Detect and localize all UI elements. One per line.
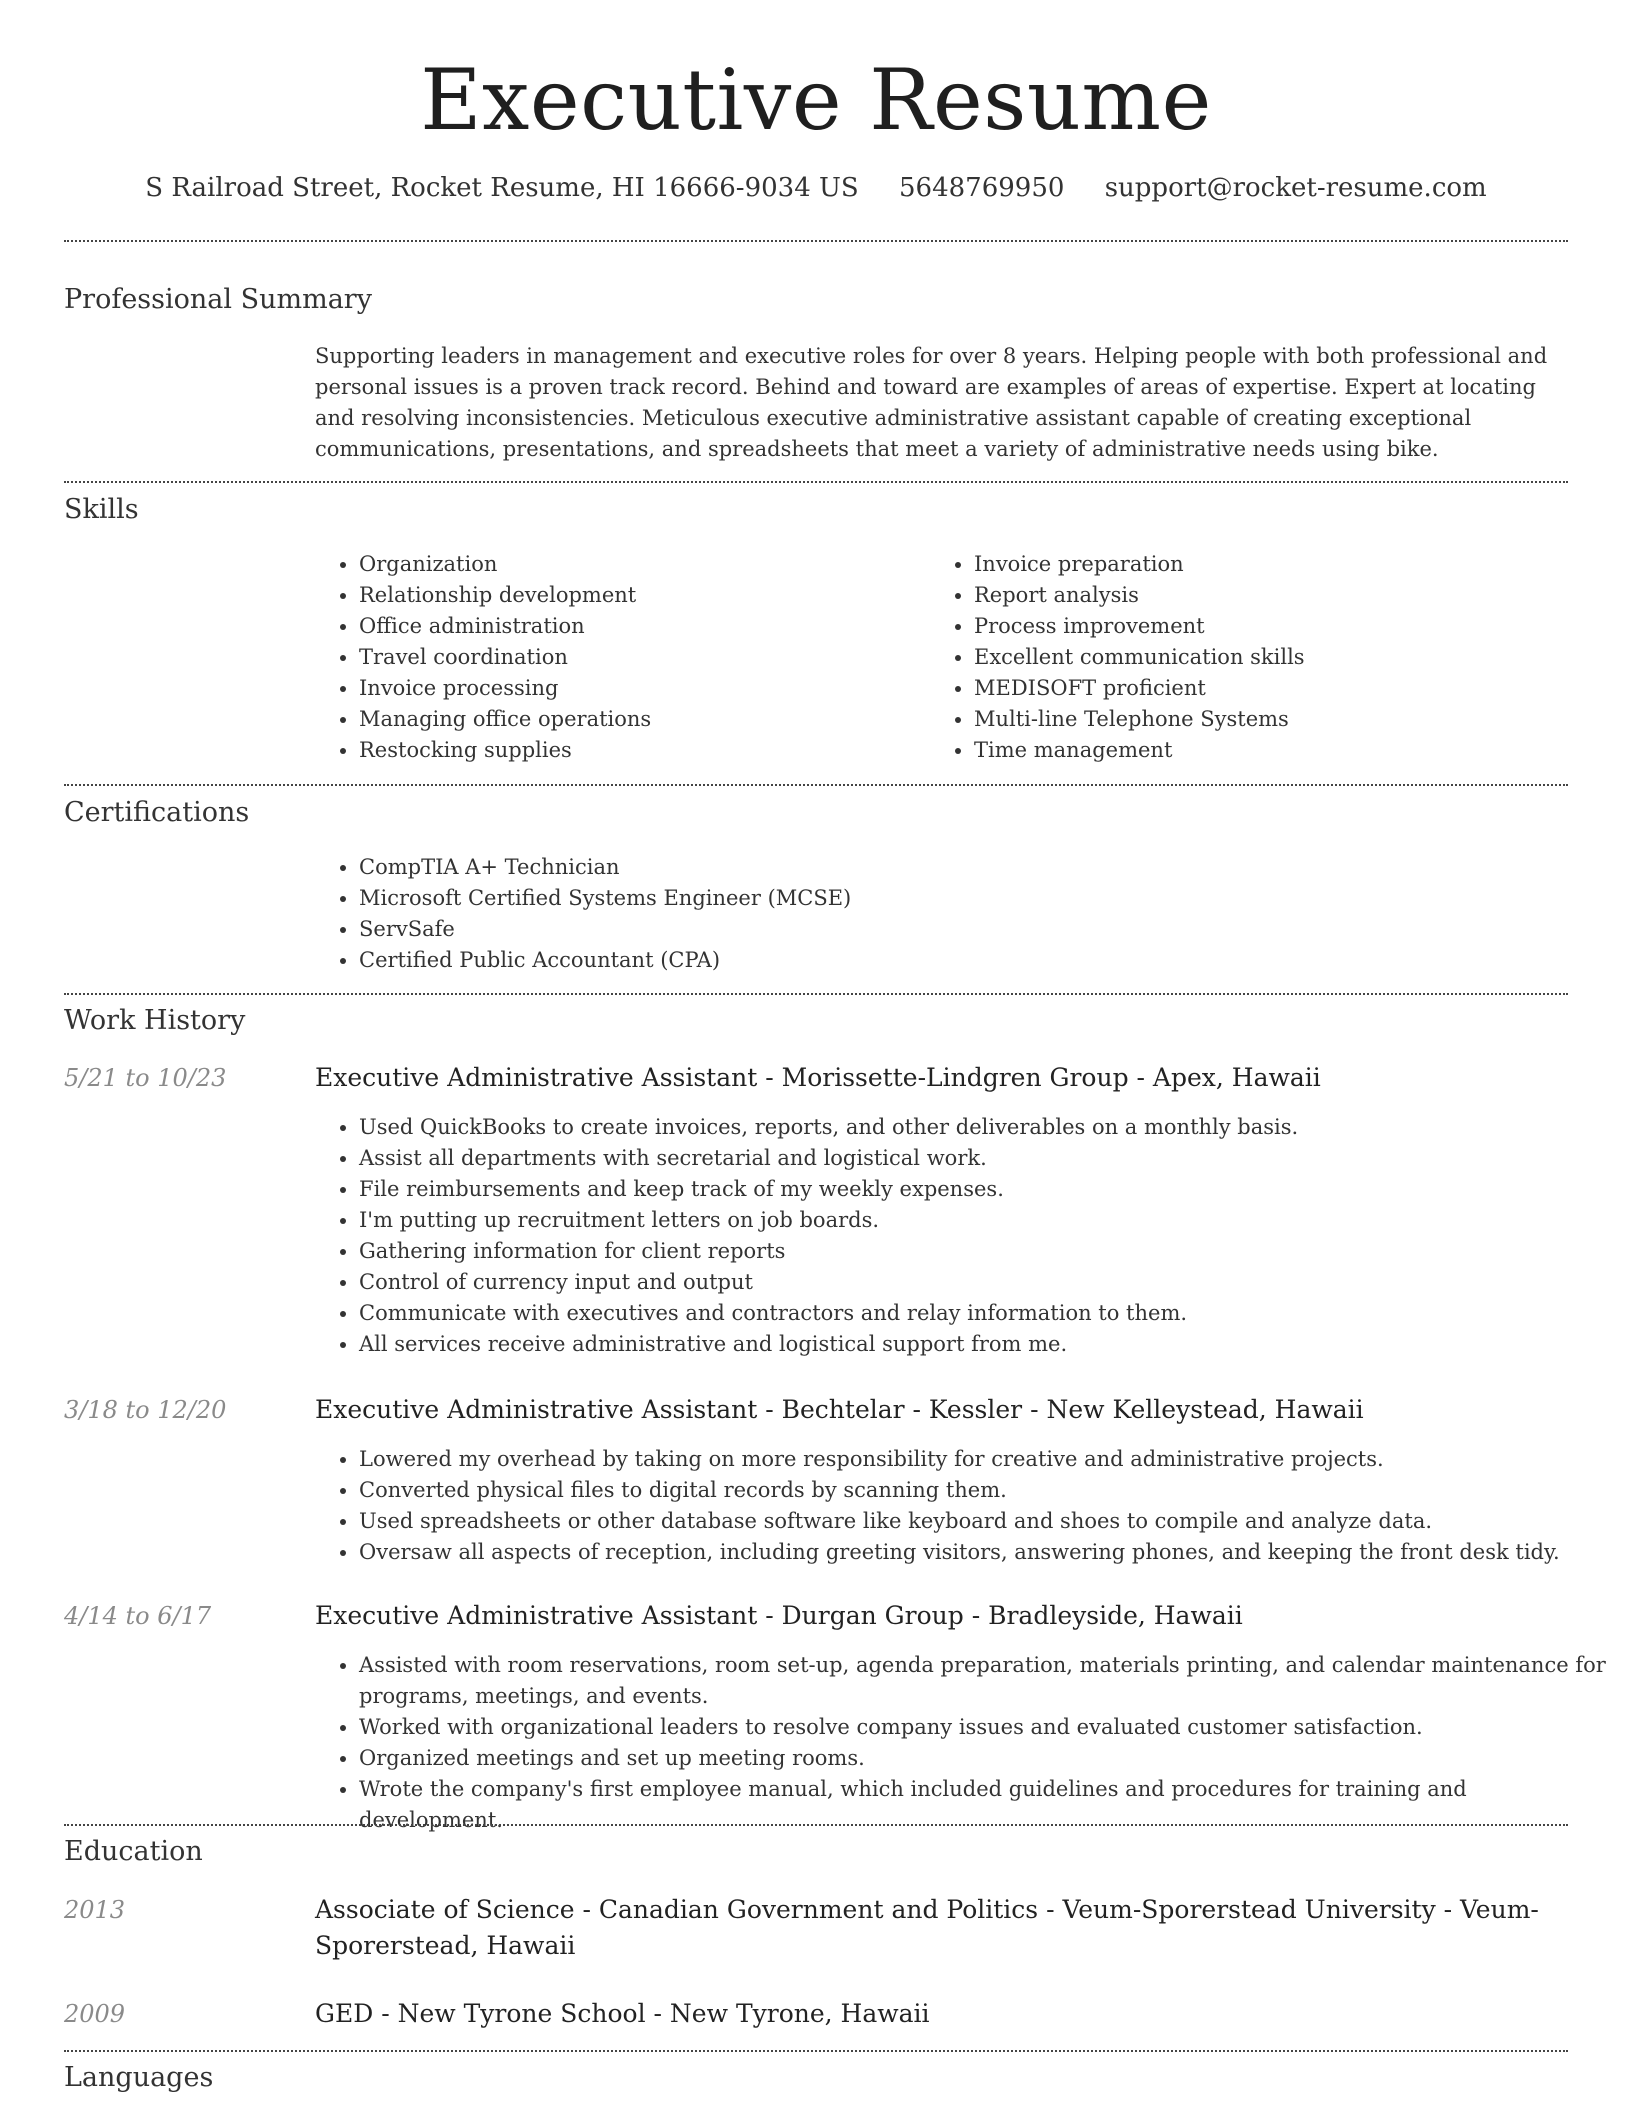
skill-item: • Office administration: [359, 611, 919, 642]
job-bullet: • Wrote the company's first employee manual, which included guidelines and procedures for training and development.: [359, 1774, 1614, 1836]
skill-item: • Report analysis: [974, 580, 1594, 611]
job-bullet: • Gathering information for client reports: [359, 1236, 1614, 1267]
section-title-summary: Professional Summary: [64, 284, 372, 315]
divider: [64, 1824, 1568, 1826]
certification-item: • Certified Public Accountant (CPA): [359, 945, 1559, 976]
resume-title: Executive Resume: [420, 51, 1212, 149]
skill-item: • Invoice preparation: [974, 549, 1594, 580]
divider: [64, 481, 1568, 483]
job-bullet: • Assisted with room reservations, room set-up, agenda preparation, materials printing, and calendar maintenance for programs, meetings, and events.: [359, 1650, 1614, 1712]
education-year: 2009: [64, 2000, 126, 2028]
section-title-education: Education: [64, 1836, 203, 1867]
divider: [64, 784, 1568, 786]
skills-list-right: [930, 549, 1594, 766]
job-bullet: • Communicate with executives and contractors and relay information to them.: [359, 1298, 1614, 1329]
contact-line: [0, 170, 1632, 206]
section-title-languages: Languages: [64, 2062, 214, 2093]
section-title-skills: Skills: [64, 494, 139, 525]
divider: [64, 993, 1568, 995]
contact-email: support@rocket-resume.com: [1104, 173, 1487, 203]
skill-item: • Organization: [359, 549, 919, 580]
skill-item: • Managing office operations: [359, 704, 919, 735]
job-bullet: • Oversaw all aspects of reception, including greeting visitors, answering phones, and keeping the front desk tidy.: [359, 1537, 1614, 1568]
job-bullet: • Used spreadsheets or other database software like keyboard and shoes to compile and analyze data.: [359, 1506, 1614, 1537]
skill-item: • Time management: [974, 735, 1594, 766]
contact-address: S Railroad Street, Rocket Resume, HI 16666-9034 US: [145, 173, 859, 203]
job-bullet: • All services receive administrative and logistical support from me.: [359, 1329, 1614, 1360]
job-heading: Executive Administrative Assistant - Durgan Group - Bradleyside, Hawaii: [315, 1601, 1243, 1630]
job-bullet: • Worked with organizational leaders to resolve company issues and evaluated customer satisfaction.: [359, 1712, 1614, 1743]
skill-item: • Excellent communication skills: [974, 642, 1594, 673]
job-bullet: • Assist all departments with secretarial and logistical work.: [359, 1143, 1614, 1174]
job-bullet: • I'm putting up recruitment letters on job boards.: [359, 1205, 1614, 1236]
education-heading: Associate of Science - Canadian Government and Politics - Veum-Sporerstead University - Veum-Sporerstead, Hawaii: [315, 1895, 1539, 1960]
job-bullets: [315, 1444, 1614, 1568]
job-bullet: • Control of currency input and output: [359, 1267, 1614, 1298]
skill-item: • Invoice processing: [359, 673, 919, 704]
job-bullet: • File reimbursements and keep track of my weekly expenses.: [359, 1174, 1614, 1205]
job-bullets: [315, 1650, 1614, 1836]
skill-item: • Multi-line Telephone Systems: [974, 704, 1594, 735]
education-year: 2013: [64, 1896, 126, 1924]
job-bullet: • Lowered my overhead by taking on more responsibility for creative and administrative projects.: [359, 1444, 1614, 1475]
section-title-work-history: Work History: [64, 1005, 246, 1036]
skill-item: • Travel coordination: [359, 642, 919, 673]
job-heading: Executive Administrative Assistant - Bechtelar - Kessler - New Kelleystead, Hawaii: [315, 1395, 1364, 1424]
certification-item: • Microsoft Certified Systems Engineer (MCSE): [359, 883, 1559, 914]
contact-phone: 5648769950: [899, 173, 1065, 203]
skills-list-left: [315, 549, 919, 766]
certification-item: • ServSafe: [359, 914, 1559, 945]
skill-item: • Process improvement: [974, 611, 1594, 642]
job-dates: 5/21 to 10/23: [64, 1064, 227, 1092]
certifications-list: [315, 852, 1559, 976]
job-bullet: • Converted physical files to digital records by scanning them.: [359, 1475, 1614, 1506]
summary-text: Supporting leaders in management and executive roles for over 8 years. Helping people with both professional and personal issues is a proven track record. Behind and toward are examples of areas of expertise. Expert at locating and resolving inconsistencies. Meticulous executive administrative assistant capable of creating exceptional communications, presentations, and spreadsheets that meet a variety of administrative needs using bike.: [315, 344, 1548, 461]
job-bullet: • Organized meetings and set up meeting rooms.: [359, 1743, 1614, 1774]
education-heading: GED - New Tyrone School - New Tyrone, Hawaii: [315, 1999, 930, 2028]
section-title-certifications: Certifications: [64, 797, 250, 828]
job-bullets: [315, 1112, 1614, 1360]
divider: [64, 2050, 1568, 2052]
skill-item: • Relationship development: [359, 580, 919, 611]
certification-item: • CompTIA A+ Technician: [359, 852, 1559, 883]
skill-item: • Restocking supplies: [359, 735, 919, 766]
job-dates: 3/18 to 12/20: [64, 1396, 227, 1424]
job-dates: 4/14 to 6/17: [64, 1602, 212, 1630]
job-heading: Executive Administrative Assistant - Morissette-Lindgren Group - Apex, Hawaii: [315, 1063, 1321, 1092]
job-bullet: • Used QuickBooks to create invoices, reports, and other deliverables on a monthly basis.: [359, 1112, 1614, 1143]
divider: [64, 240, 1568, 242]
skill-item: • MEDISOFT proficient: [974, 673, 1594, 704]
